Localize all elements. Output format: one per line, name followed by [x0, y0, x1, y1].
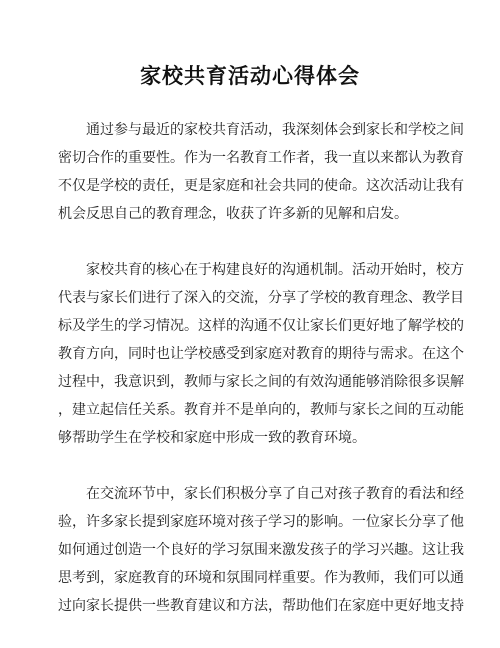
text-line: 不仅是学校的责任，更是家庭和社会共同的使命。这次活动让我有: [58, 178, 464, 194]
text-line: 过程中，我意识到，教师与家长之间的有效沟通能够消除很多误解: [58, 374, 464, 390]
text-line: 在交流环节中，家长们积极分享了自己对孩子教育的看法和经: [86, 486, 464, 502]
text-line: 思考到，家庭教育的环境和氛围同样重要。作为教师，我们可以通: [58, 570, 464, 586]
text-line: 家校共育的核心在于构建良好的沟通机制。活动开始时，校方: [86, 262, 464, 278]
paragraph: [58, 256, 464, 452]
text-line: 教育方向，同时也让学校感受到家庭对教育的期待与需求。在这个: [58, 346, 464, 362]
text-line: 标及学生的学习情况。这样的沟通不仅让家长们更好地了解学校的: [58, 318, 464, 334]
paragraph: [58, 480, 464, 620]
paragraph: [58, 116, 464, 228]
document-title: 家校共育活动心得体会: [140, 64, 360, 88]
text-line: 密切合作的重要性。作为一名教育工作者，我一直以来都认为教育: [58, 150, 464, 166]
text-line: 机会反思自己的教育理念，收获了许多新的见解和启发。: [58, 206, 408, 222]
text-line: ，建立起信任关系。教育并不是单向的，教师与家长之间的互动能: [58, 402, 464, 418]
document-body: [58, 116, 464, 648]
text-line: 够帮助学生在学校和家庭中形成一致的教育环境。: [58, 430, 366, 446]
text-line: 如何通过创造一个良好的学习氛围来激发孩子的学习兴趣。这让我: [58, 542, 464, 558]
text-line: 通过参与最近的家校共育活动，我深刻体会到家长和学校之间: [86, 122, 464, 138]
text-line: 代表与家长们进行了深入的交流，分享了学校的教育理念、教学目: [58, 290, 464, 306]
text-line: 验，许多家长提到家庭环境对孩子学习的影响。一位家长分享了他: [58, 514, 464, 530]
text-line: 过向家长提供一些教育建议和方法，帮助他们在家庭中更好地支持: [58, 598, 464, 614]
